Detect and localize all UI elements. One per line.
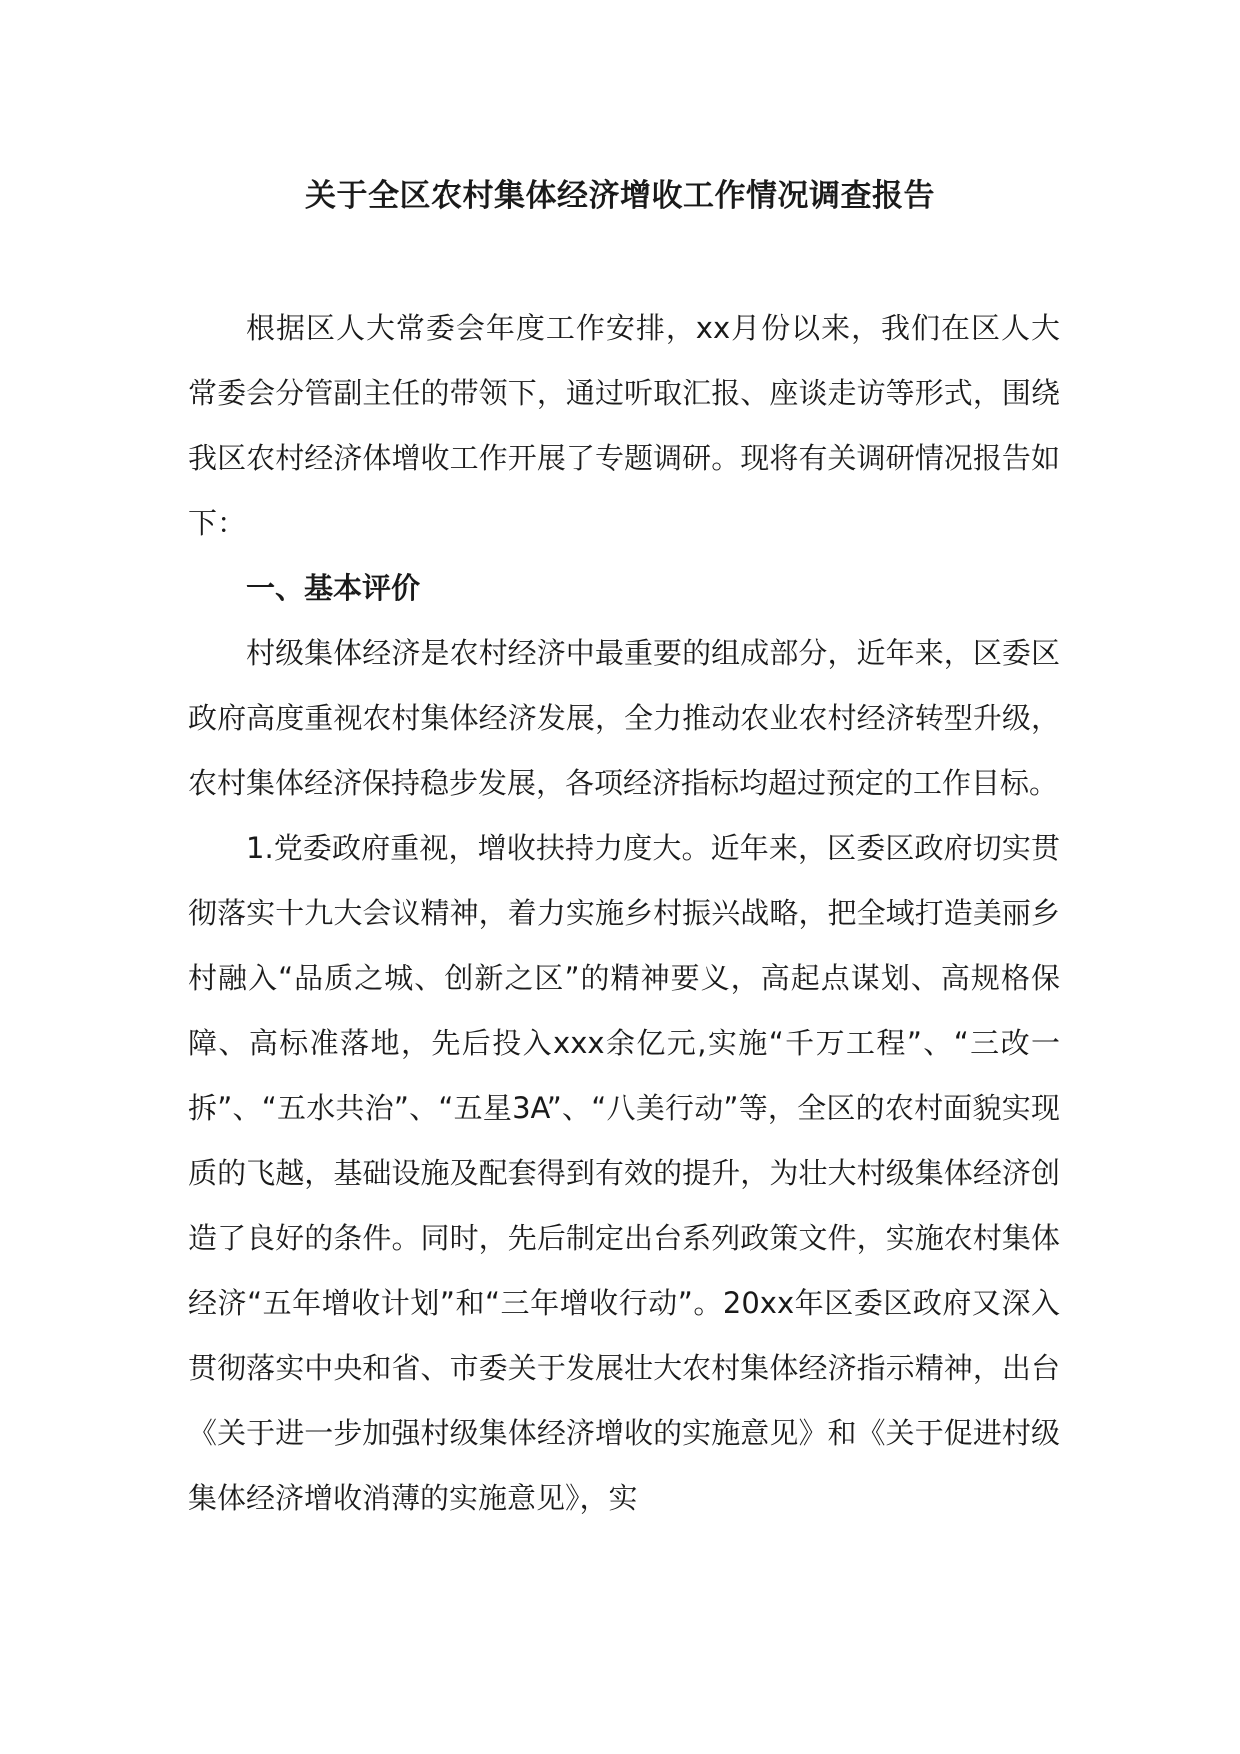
section-heading: 一、基本评价: [246, 571, 421, 605]
document-title: 关于全区农村集体经济增收工作情况调查报告: [305, 178, 935, 214]
section-paragraph: 1.党委政府重视，增收扶持力度大。近年来，区委区政府切实贯彻落实十九大会议精神，着力实施乡村振兴战略，把全域打造美丽乡村融入“品质之城、创新之区”的精神要义，高起点谋划、高规格保障、高标准落地，先后投入xxx余亿元,实施“千万工程”、“三改一拆”、“五水共治”、“五星3A”、“八美行动”等，全区的农村面貌实现质的飞越，基础设施及配套得到有效的提升，为壮大村级集体经济创造了良好的条件。同时，先后制定出台系列政策文件，实施农村集体经济“五年增收计划”和“三年增收行动”。20xx年区委区政府又深入贯彻落实中央和省、市委关于发展壮大农村集体经济指示精神，出台《关于进一步加强村级集体经济增收的实施意见》和《关于促进村级集体经济增收消薄的实施意见》，实: [188, 831, 1060, 1515]
document-body: [188, 296, 1060, 1531]
intro-paragraph: 根据区人大常委会年度工作安排，xx月份以来，我们在区人大常委会分管副主任的带领下，通过听取汇报、座谈走访等形式，围绕我区农村经济体增收工作开展了专题调研。现将有关调研情况报告如下：: [188, 311, 1060, 540]
section-paragraph: 村级集体经济是农村经济中最重要的组成部分，近年来，区委区政府高度重视农村集体经济发展，全力推动农业农村经济转型升级，农村集体经济保持稳步发展，各项经济指标均超过预定的工作目标。: [188, 636, 1060, 800]
